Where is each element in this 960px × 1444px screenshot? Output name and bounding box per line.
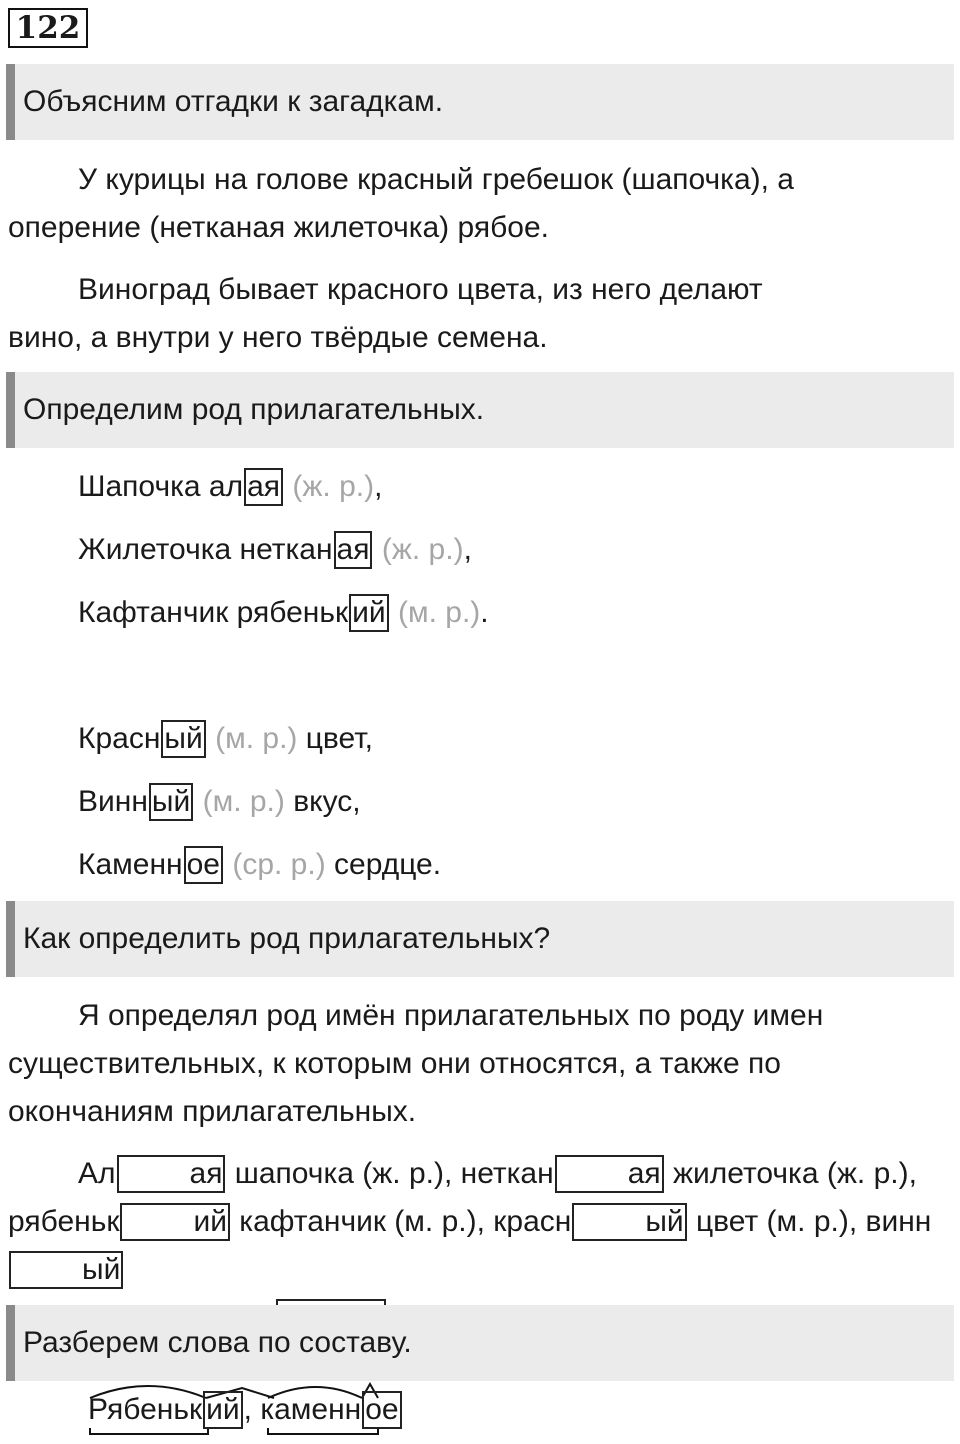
- ending-box: ая: [244, 468, 283, 506]
- task-number: 122: [8, 8, 88, 48]
- gender-label: (м. р.): [215, 722, 298, 755]
- ending-box: ое: [184, 846, 223, 884]
- adjective-line: [78, 530, 472, 570]
- section-title: Объясним отгадки к загадкам.: [23, 85, 444, 118]
- text-line: У курицы на голове красный гребешок (шапочка), а: [78, 163, 794, 196]
- ending-box: ий: [203, 1391, 243, 1429]
- section-header-morphology: [6, 1305, 954, 1381]
- riddle-paragraph-1: [8, 156, 953, 252]
- adjective-line: [78, 593, 489, 633]
- word-stem: Жилеточка неткан: [78, 533, 333, 566]
- ending-box: ая: [117, 1155, 226, 1193]
- punctuation: .: [480, 596, 489, 629]
- text-line: Виноград бывает красного цвета, из него делают: [78, 273, 763, 306]
- text: рябеньк: [8, 1205, 120, 1238]
- ending-box: ый: [149, 783, 193, 821]
- section-title: Как определить род прилагательных?: [23, 922, 551, 955]
- word-stem: Винн: [78, 785, 148, 818]
- riddle-paragraph-2: [8, 266, 953, 362]
- gender-label: (ж. р.): [292, 470, 375, 503]
- word-stem: Кафтанчик рябеньк: [78, 596, 349, 629]
- text-line: вино, а внутри у него твёрдые семена.: [8, 321, 548, 354]
- text: цвет (м. р.), винн: [687, 1205, 932, 1238]
- section-title: Разберем слова по составу.: [23, 1326, 412, 1359]
- explanation-paragraph: [8, 992, 953, 1136]
- gender-label: (ср. р.): [232, 848, 326, 881]
- word-stem: Красн: [78, 722, 161, 755]
- text-line: окончаниям прилагательных.: [8, 1095, 417, 1128]
- word-stem: Каменн: [78, 848, 183, 881]
- adjective-line: [78, 467, 382, 507]
- section-title: Определим род прилагательных.: [23, 393, 485, 426]
- text: Ал: [78, 1157, 116, 1190]
- word-stem: Рябеньк: [88, 1393, 203, 1426]
- text-line: оперение (нетканая жилеточка) рябое.: [8, 211, 549, 244]
- text-line: существительных, к которым они относятся, а также по: [8, 1047, 781, 1080]
- ending-box: ый: [9, 1251, 123, 1289]
- section-header-riddles: [6, 64, 954, 140]
- ending-box: ий: [349, 594, 389, 632]
- text: шапочка (ж. р.), неткан: [226, 1157, 554, 1190]
- ending-box: ая: [334, 531, 373, 569]
- ending-box: ий: [120, 1203, 230, 1241]
- punctuation: ,: [463, 533, 472, 566]
- section-header-gender: [6, 372, 954, 448]
- gender-label: (ж. р.): [381, 533, 464, 566]
- punctuation: ,: [374, 470, 383, 503]
- gender-label: (м. р.): [398, 596, 481, 629]
- noun: сердце.: [325, 848, 442, 881]
- morphology-parse: [88, 1390, 403, 1430]
- ending-box: ое: [362, 1391, 401, 1429]
- section-header-how: [6, 901, 954, 977]
- word-stem: Шапочка ал: [78, 470, 244, 503]
- word-stem: каменн: [260, 1393, 362, 1426]
- gender-label: (м. р.): [202, 785, 285, 818]
- noun: цвет,: [297, 722, 373, 755]
- separator: ,: [243, 1393, 261, 1426]
- noun: вкус,: [284, 785, 361, 818]
- stem-bracket-icon: [90, 1428, 208, 1434]
- adjective-line: [78, 845, 441, 885]
- ending-box: ый: [161, 720, 205, 758]
- adjective-line: [78, 782, 361, 822]
- ending-box: ый: [572, 1203, 686, 1241]
- text: жилеточка (ж. р.),: [664, 1157, 917, 1190]
- text-line: Я определял род имён прилагательных по роду имен: [78, 999, 824, 1032]
- text: кафтанчик (м. р.), красн: [230, 1205, 572, 1238]
- ending-box: ая: [555, 1155, 664, 1193]
- adjective-line: [78, 719, 373, 759]
